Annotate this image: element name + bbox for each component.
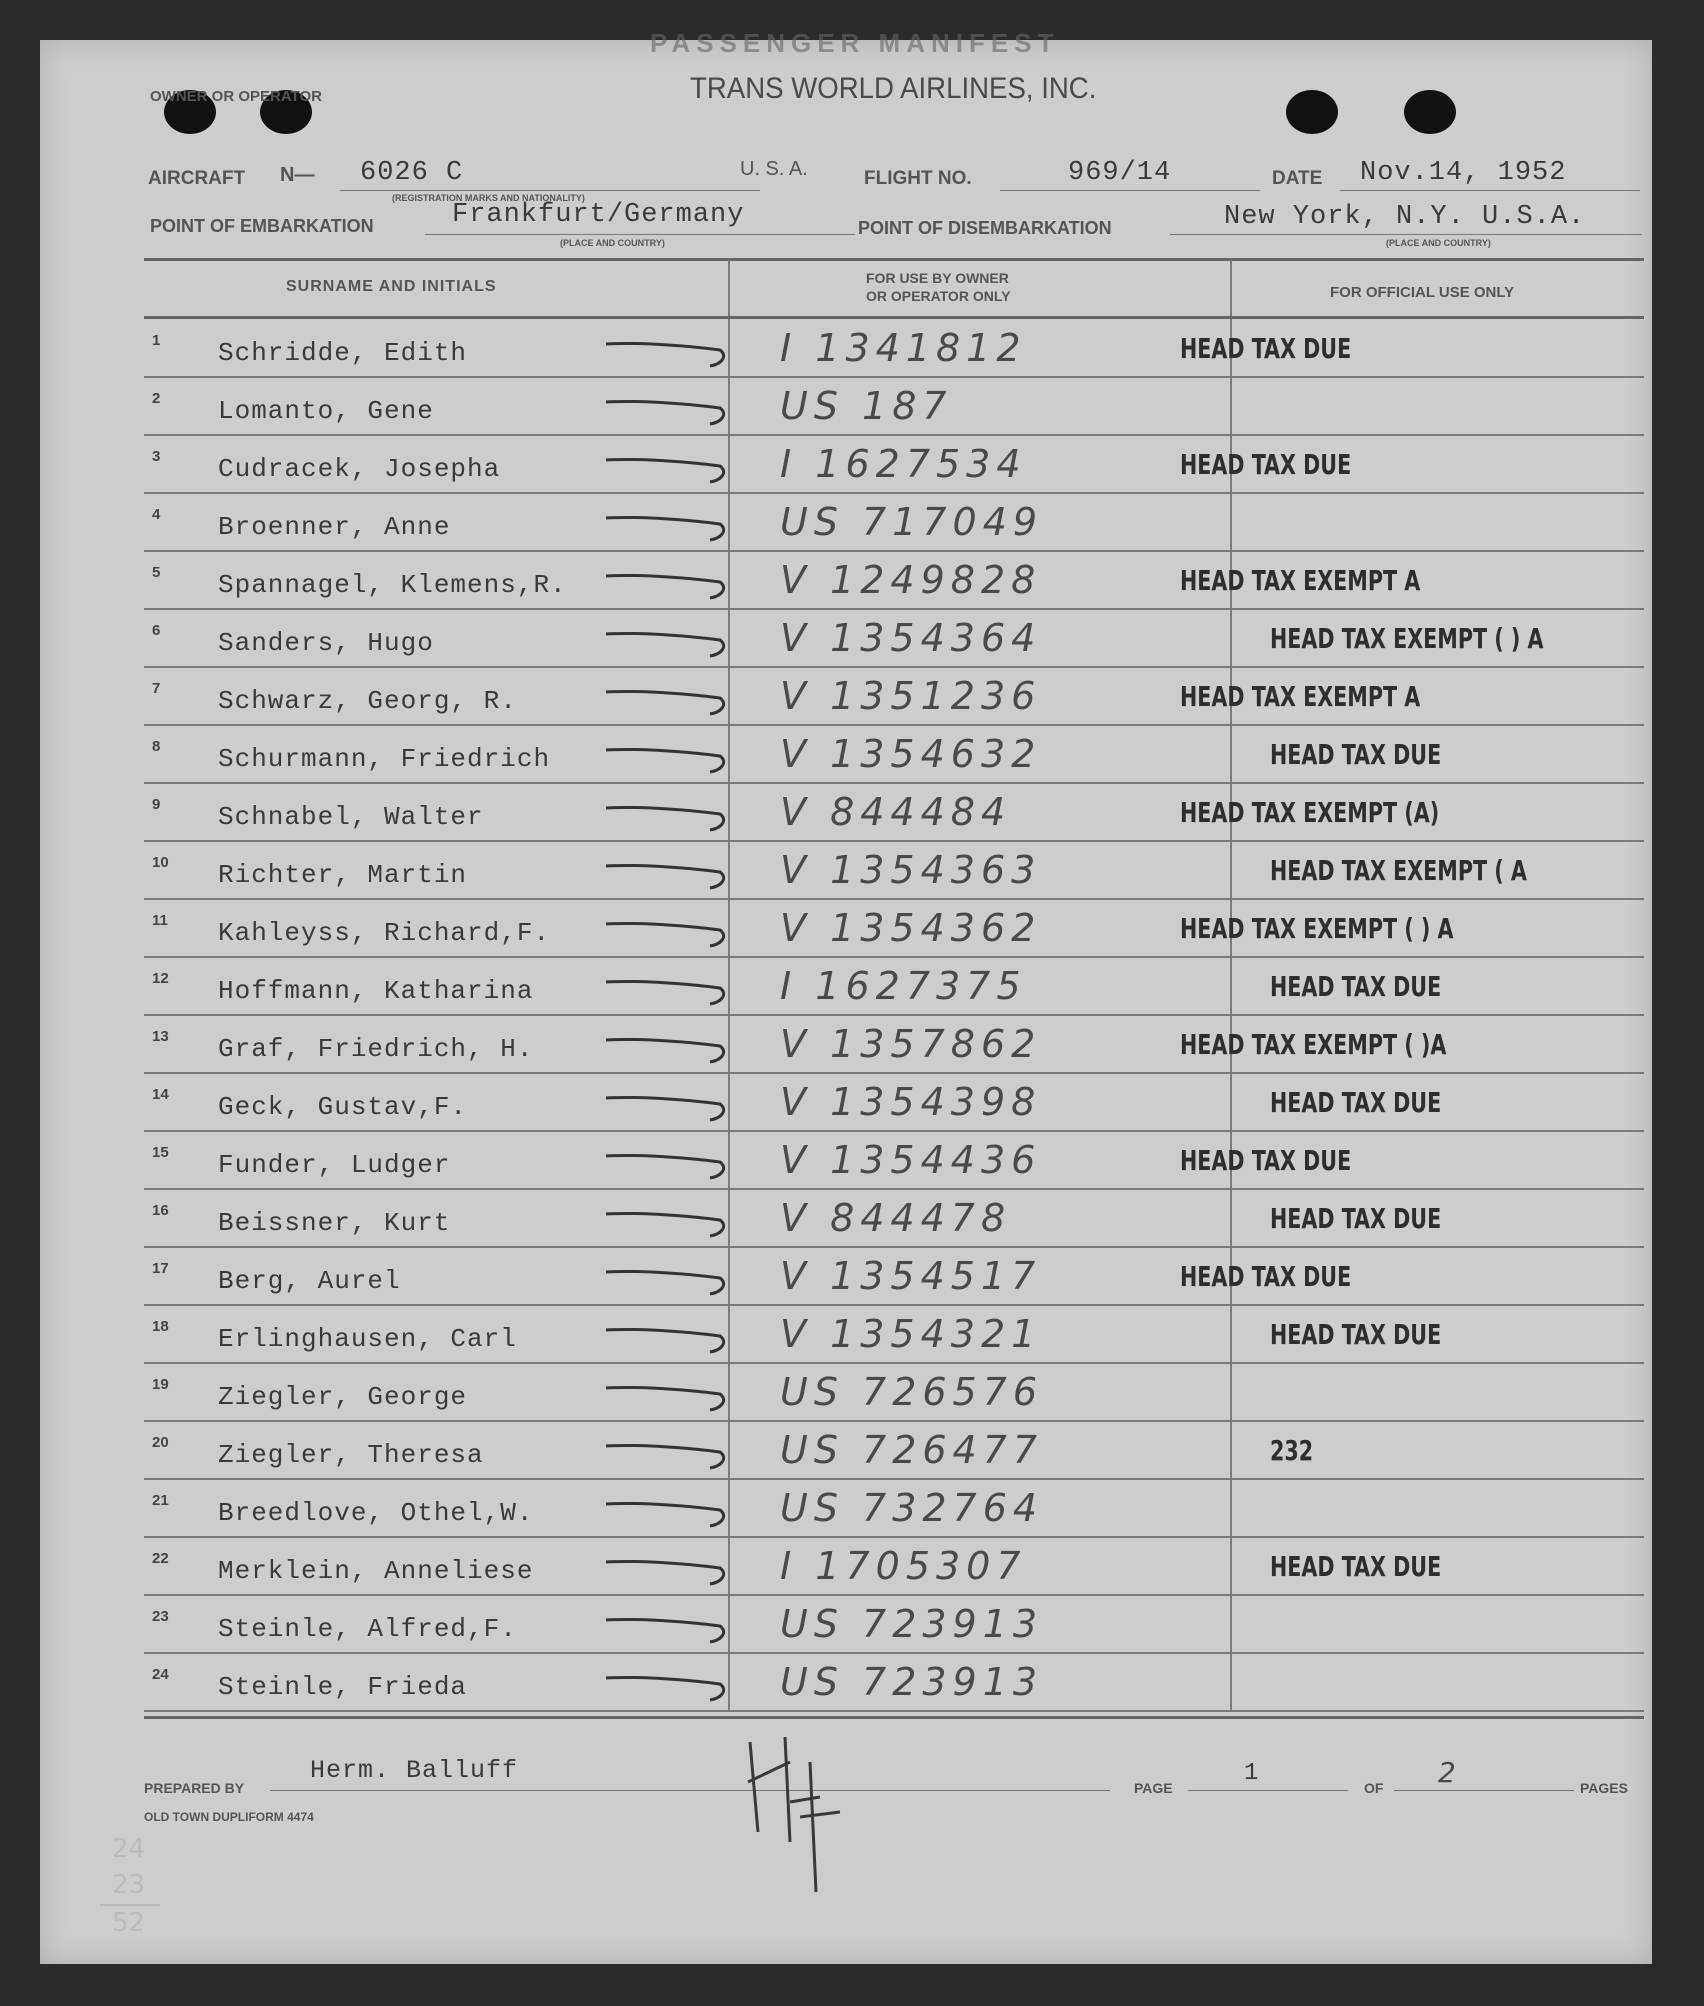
tax-stamp: HEAD TAX DUE [1270,1202,1442,1235]
pages-label: PAGES [1580,1780,1628,1796]
table-row [40,784,1652,842]
passenger-name: Beissner, Kurt [218,1208,451,1238]
document-number: US 723913 [780,1660,1044,1704]
tax-stamp: HEAD TAX EXEMPT (A) [1180,796,1440,829]
tax-stamp: HEAD TAX DUE [1270,738,1442,771]
form-label: OLD TOWN DUPLIFORM 4474 [144,1810,314,1824]
row-number: 10 [152,854,169,871]
row-number: 2 [152,390,161,407]
check-mark [600,1196,740,1246]
row-number: 8 [152,738,161,755]
margin-note-1: 24 [112,1834,146,1864]
aircraft-number: 6026 C [360,158,464,188]
owner-label: OWNER OR OPERATOR [150,88,322,105]
document-number: V 1354517 [780,1254,1042,1298]
document-number: US 187 [780,384,953,428]
check-mark [600,326,740,376]
passenger-name: Ziegler, George [218,1382,468,1412]
check-mark [600,1370,740,1420]
passenger-name: Richter, Martin [218,860,468,890]
manifest-sheet [40,28,1652,1964]
date-label: DATE [1272,168,1323,189]
passenger-name: Sanders, Hugo [218,628,434,658]
table-row [40,1306,1652,1364]
table-row [40,1480,1652,1538]
check-mark [600,674,740,724]
row-number: 16 [152,1202,169,1219]
document-number: V 844484 [780,790,1012,834]
document-number: V 1354362 [780,906,1042,950]
document-number: V 1354398 [780,1080,1042,1124]
passenger-name: Breedlove, Othel,W. [218,1498,534,1528]
document-number: US 726576 [780,1370,1044,1414]
passenger-name: Schnabel, Walter [218,802,484,832]
check-mark [600,848,740,898]
page-number: 1 [1244,1760,1260,1787]
of-label: OF [1364,1780,1384,1796]
check-mark [600,1080,740,1130]
check-mark [600,790,740,840]
punch-hole-4 [1404,90,1456,134]
passenger-name: Steinle, Alfred,F. [218,1614,517,1644]
column-header-surname: SURNAME AND INITIALS [286,278,497,295]
check-mark [600,1254,740,1304]
embark-caption: (PLACE AND COUNTRY) [560,238,665,248]
prepared-by-value: Herm. Balluff [310,1756,519,1785]
aircraft-label: AIRCRAFT [148,168,246,189]
tax-stamp: HEAD TAX DUE [1180,1144,1352,1177]
table-row [40,1016,1652,1074]
embark-label: POINT OF EMBARKATION [150,216,374,236]
tax-stamp: HEAD TAX EXEMPT ( ) A [1270,622,1544,655]
row-number: 18 [152,1318,169,1335]
row-rule [144,1710,1644,1712]
passenger-name: Schridde, Edith [218,338,468,368]
document-number: I 1341812 [780,326,1027,370]
aircraft-prefix: N— [280,164,315,186]
row-number: 17 [152,1260,169,1277]
airline-name: TRANS WORLD AIRLINES, INC. [690,72,1097,105]
check-mark [600,1428,740,1478]
tax-stamp: HEAD TAX DUE [1270,970,1442,1003]
initials-signature [730,1722,850,1902]
row-number: 7 [152,680,161,697]
passenger-name: Erlinghausen, Carl [218,1324,517,1354]
passenger-name: Merklein, Anneliese [218,1556,534,1586]
check-mark [600,964,740,1014]
document-number: V 1354632 [780,732,1042,776]
column-header-owner-1: FOR USE BY OWNER [866,270,1009,286]
row-number: 13 [152,1028,169,1045]
document-number: US 726477 [780,1428,1044,1472]
table-row [40,436,1652,494]
passenger-name: Berg, Aurel [218,1266,401,1296]
passenger-name: Hoffmann, Katharina [218,976,534,1006]
document-number: I 1705307 [780,1544,1027,1588]
document-number: V 1354436 [780,1138,1042,1182]
table-row [40,1248,1652,1306]
passenger-name: Kahleyss, Richard,F. [218,918,551,948]
tax-stamp: HEAD TAX EXEMPT A [1180,564,1421,597]
table-row [40,1190,1652,1248]
table-row [40,320,1652,378]
document-number: I 1627534 [780,442,1027,486]
document-number: US 717049 [780,500,1044,544]
prepared-by-label: PREPARED BY [144,1780,245,1796]
punch-hole-3 [1286,90,1338,134]
row-number: 1 [152,332,161,349]
table-row [40,610,1652,668]
passenger-name: Lomanto, Gene [218,396,434,426]
passenger-name: Schwarz, Georg, R. [218,686,517,716]
tax-stamp: HEAD TAX DUE [1270,1318,1442,1351]
check-mark [600,1544,740,1594]
table-row [40,1596,1652,1654]
tax-stamp: HEAD TAX DUE [1270,1086,1442,1119]
row-number: 3 [152,448,161,465]
document-number: V 1354363 [780,848,1042,892]
date-value: Nov.14, 1952 [1360,158,1567,188]
document-number: I 1627375 [780,964,1027,1008]
row-number: 9 [152,796,161,813]
tax-stamp: HEAD TAX EXEMPT A [1180,680,1421,713]
table-row [40,668,1652,726]
row-number: 22 [152,1550,169,1567]
document-number: V 1351236 [780,674,1042,718]
registration-caption: (REGISTRATION MARKS AND NATIONALITY) [392,193,585,203]
document-number: US 723913 [780,1602,1044,1646]
document-number: V 1249828 [780,558,1042,602]
row-number: 20 [152,1434,169,1451]
check-mark [600,1022,740,1072]
passenger-name: Cudracek, Josepha [218,454,501,484]
manifest-title: PASSENGER MANIFEST [650,28,1060,58]
check-mark [600,442,740,492]
tax-stamp: HEAD TAX DUE [1270,1550,1442,1583]
passenger-name: Ziegler, Theresa [218,1440,484,1470]
passenger-name: Steinle, Frieda [218,1672,468,1702]
passenger-name: Funder, Ludger [218,1150,451,1180]
check-mark [600,1602,740,1652]
table-row [40,1132,1652,1190]
margin-note-3: 52 [112,1908,146,1938]
table-row [40,1364,1652,1422]
embark-value: Frankfurt/Germany [452,200,745,230]
document-number: V 1357862 [780,1022,1042,1066]
row-number: 21 [152,1492,169,1509]
disembark-label: POINT OF DISEMBARKATION [858,218,1112,238]
tax-stamp: 232 [1270,1434,1314,1467]
row-number: 15 [152,1144,169,1161]
table-row [40,842,1652,900]
flight-number: 969/14 [1068,158,1172,188]
page-label: PAGE [1134,1780,1173,1796]
passenger-name: Graf, Friedrich, H. [218,1034,534,1064]
margin-note-rule [100,1904,160,1906]
tax-stamp: HEAD TAX DUE [1180,332,1352,365]
table-row [40,1422,1652,1480]
tax-stamp: HEAD TAX EXEMPT ( )A [1180,1028,1447,1061]
check-mark [600,732,740,782]
check-mark [600,500,740,550]
check-mark [600,616,740,666]
column-header-owner-2: OR OPERATOR ONLY [866,288,1011,304]
check-mark [600,1312,740,1362]
tax-stamp: HEAD TAX DUE [1180,1260,1352,1293]
passenger-name: Geck, Gustav,F. [218,1092,468,1122]
disembark-caption: (PLACE AND COUNTRY) [1386,238,1491,248]
row-number: 12 [152,970,169,987]
tax-stamp: HEAD TAX EXEMPT ( A [1270,854,1527,887]
check-mark [600,558,740,608]
row-number: 19 [152,1376,169,1393]
row-number: 14 [152,1086,169,1103]
table-row [40,1074,1652,1132]
flight-label: FLIGHT NO. [864,168,972,189]
row-number: 24 [152,1666,169,1683]
document-number: V 1354364 [780,616,1042,660]
passenger-name: Schurmann, Friedrich [218,744,551,774]
table-row [40,378,1652,436]
disembark-value: New York, N.Y. U.S.A. [1224,202,1586,232]
check-mark [600,1138,740,1188]
table-row [40,726,1652,784]
check-mark [600,384,740,434]
row-number: 5 [152,564,161,581]
page-total: 2 [1438,1756,1456,1789]
row-number: 23 [152,1608,169,1625]
passenger-name: Spannagel, Klemens,R. [218,570,567,600]
row-number: 6 [152,622,161,639]
table-row [40,1654,1652,1712]
tax-stamp: HEAD TAX EXEMPT ( ) A [1180,912,1454,945]
table-row [40,958,1652,1016]
margin-note-2: 23 [112,1870,146,1900]
tax-stamp: HEAD TAX DUE [1180,448,1352,481]
check-mark [600,1486,740,1536]
table-row [40,552,1652,610]
row-number: 4 [152,506,161,523]
document-number: V 1354321 [780,1312,1042,1356]
column-header-official: FOR OFFICIAL USE ONLY [1330,284,1515,301]
passenger-name: Broenner, Anne [218,512,451,542]
table-row [40,1538,1652,1596]
check-mark [600,906,740,956]
check-mark [600,1660,740,1710]
country-mark: U. S. A. [740,158,808,180]
document-number: V 844478 [780,1196,1012,1240]
document-number: US 732764 [780,1486,1044,1530]
table-row [40,900,1652,958]
row-number: 11 [152,912,168,929]
table-row [40,494,1652,552]
